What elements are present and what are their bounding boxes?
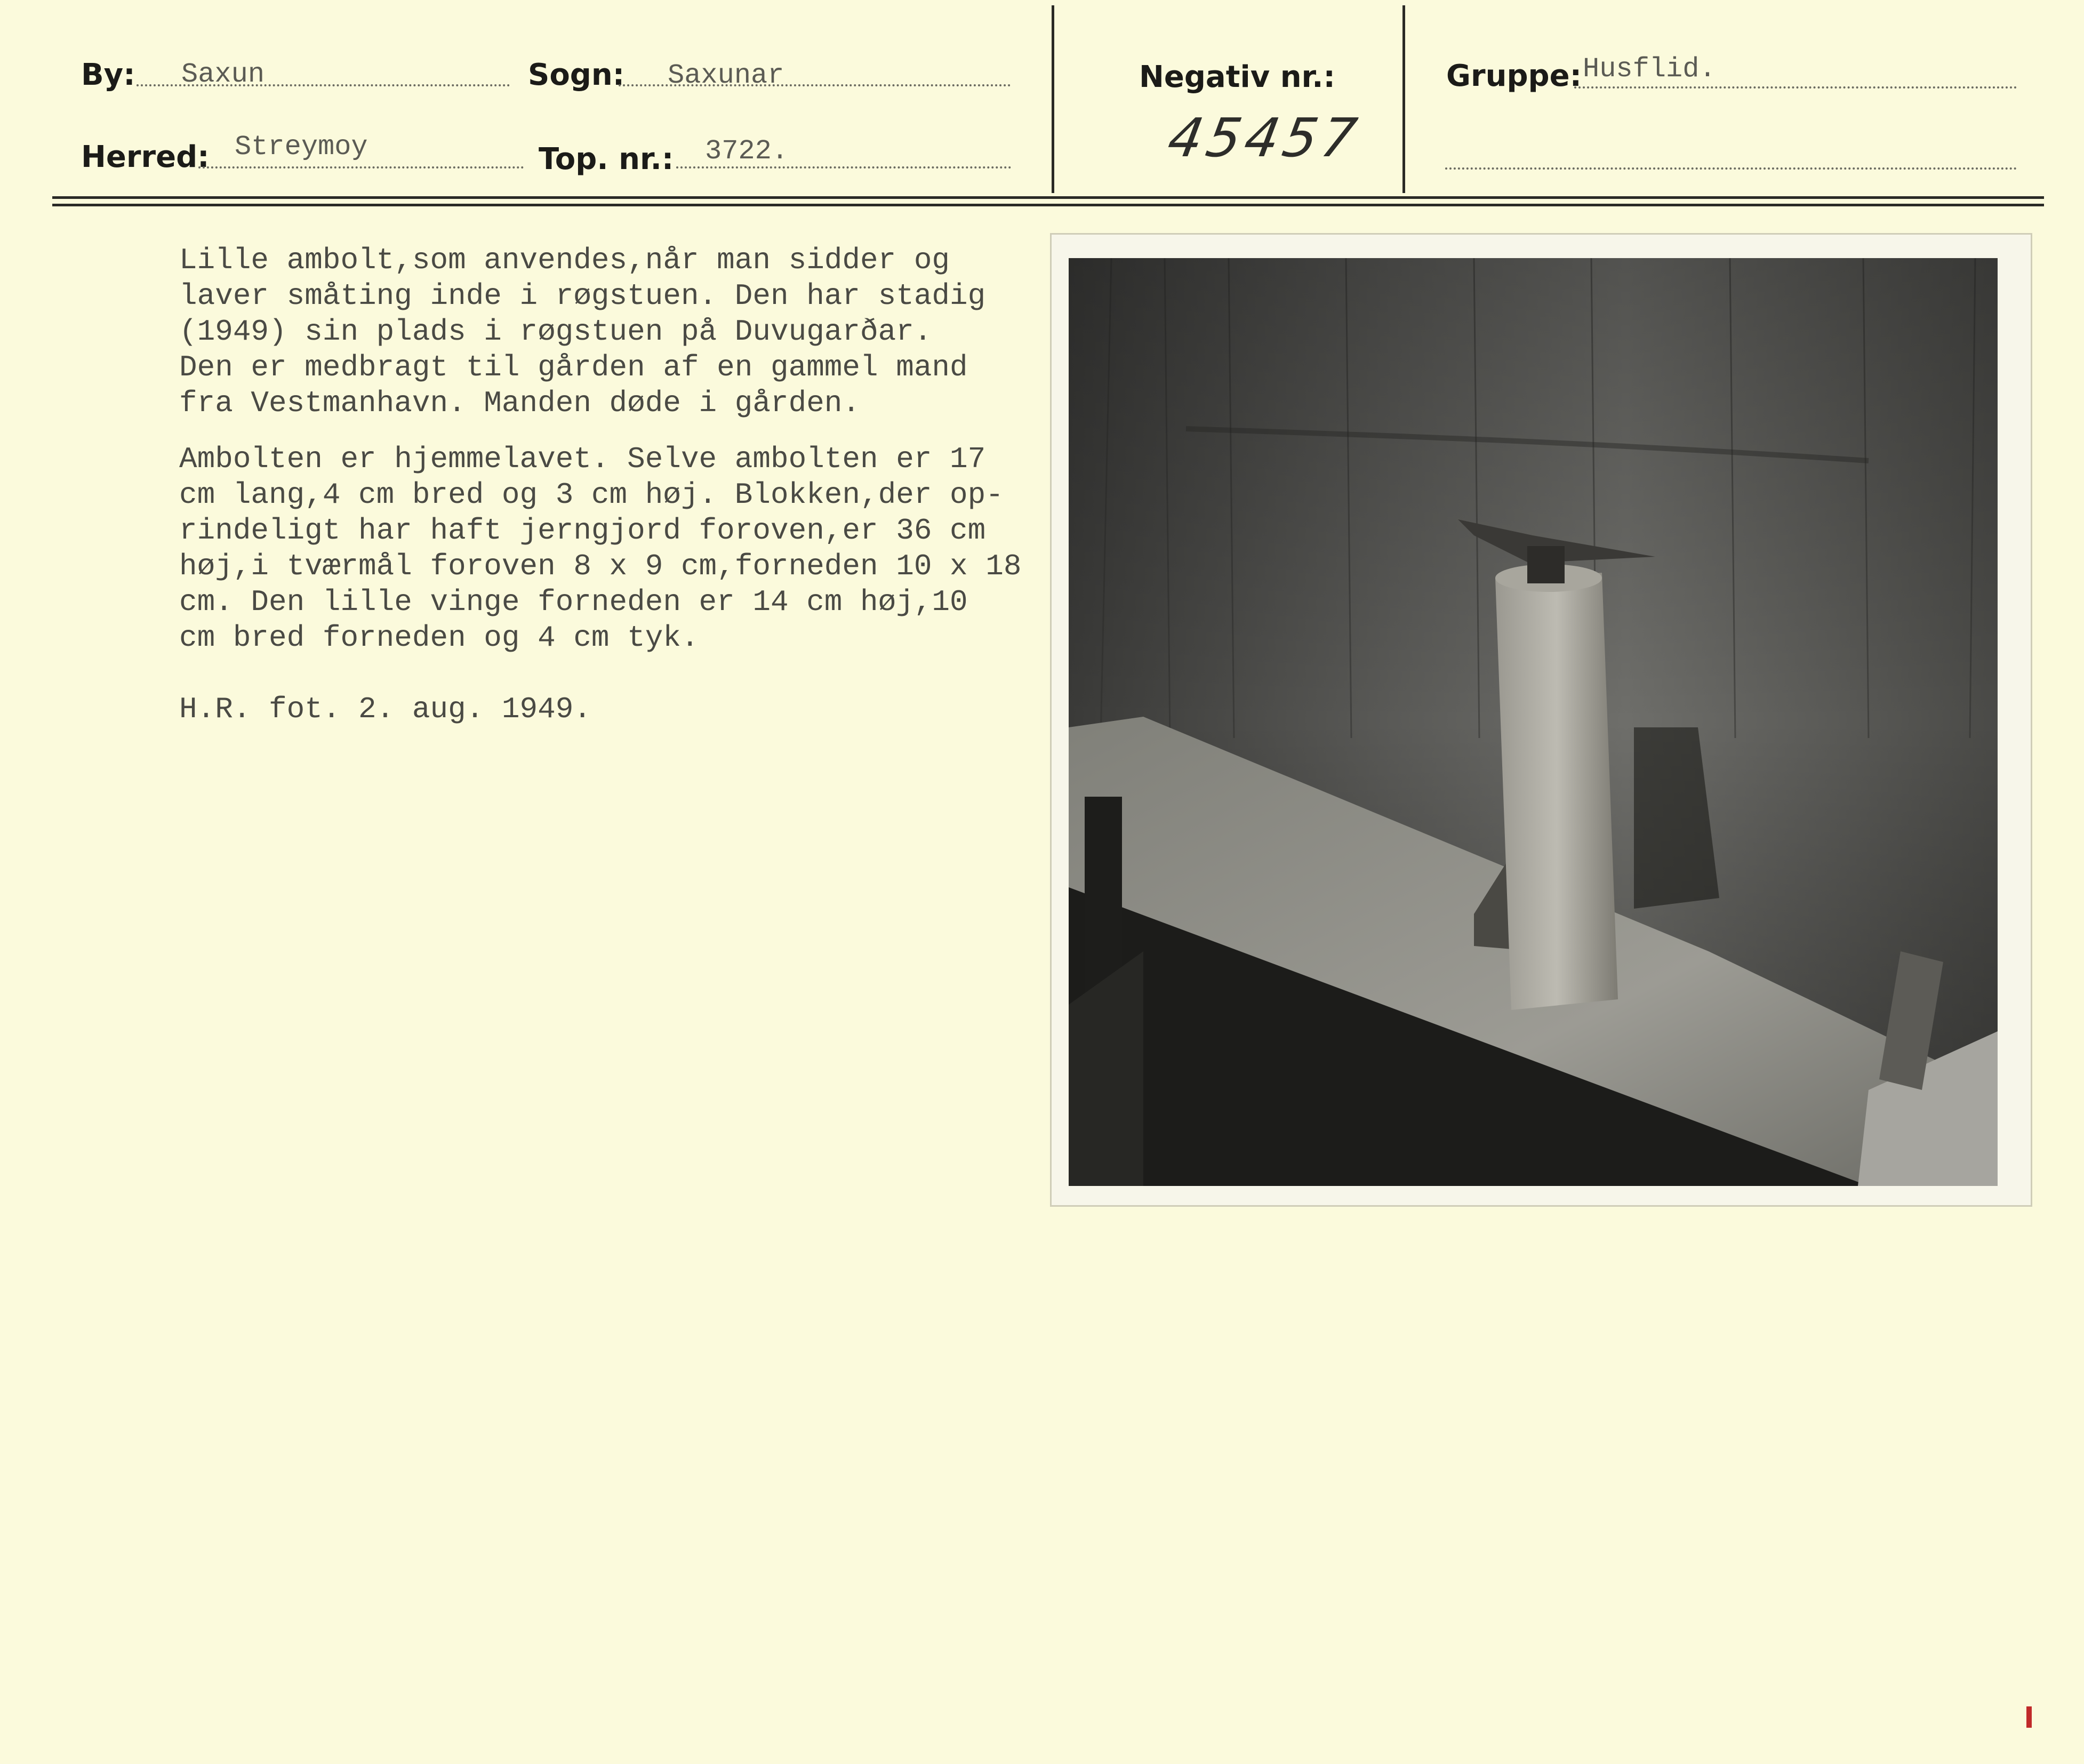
gruppe-value: Husflid. [1583, 53, 1716, 85]
photo-credit: H.R. fot. 2. aug. 1949. [179, 692, 591, 726]
sogn-value: Saxunar [668, 60, 784, 91]
herred-dotted-line [198, 166, 524, 169]
header-divider-1 [1052, 5, 1054, 193]
by-value: Saxun [181, 59, 265, 90]
top-nr-label: Top. nr.: [539, 142, 674, 177]
gruppe-second-dotted-line [1445, 167, 2017, 170]
by-label: By: [81, 58, 135, 92]
gruppe-label: Gruppe: [1446, 59, 1582, 93]
header-divider-2 [1402, 5, 1405, 193]
description-paragraph-1: Lille ambolt,som anvendes,når man sidder og laver småting inde i røgstuen. Den har stadig (1949) sin plads i røgstuen på Duvugarðar. Den er medbragt til gården af en gammel mand fra Vestmanhavn. Manden døde i gården. [179, 243, 986, 420]
description-paragraph-2: Ambolten er hjemmelavet. Selve ambolten er 17 cm lang,4 cm bred og 3 cm høj. Blokken,der op- rindeligt har haft jerngjord foroven,er 36 cm høj,i tværmål foroven 8 x 9 cm,forneden 10 x 18 cm. Den lille vinge forneden er 14 cm høj,10 cm bred forneden og 4 cm tyk. [179, 442, 1022, 655]
gruppe-dotted-line [1574, 86, 2017, 89]
header-rule-top [52, 196, 2044, 199]
top-nr-value: 3722. [705, 135, 789, 167]
red-mark [2026, 1706, 2032, 1728]
herred-label: Herred: [81, 140, 210, 174]
negativ-label: Negativ nr.: [1139, 60, 1335, 94]
herred-value: Streymoy [235, 131, 368, 163]
negativ-value: 45457 [1163, 107, 1366, 169]
header-rule-bottom [52, 204, 2044, 206]
anvil-photograph [1069, 258, 1998, 1186]
sogn-label: Sogn: [528, 58, 625, 92]
